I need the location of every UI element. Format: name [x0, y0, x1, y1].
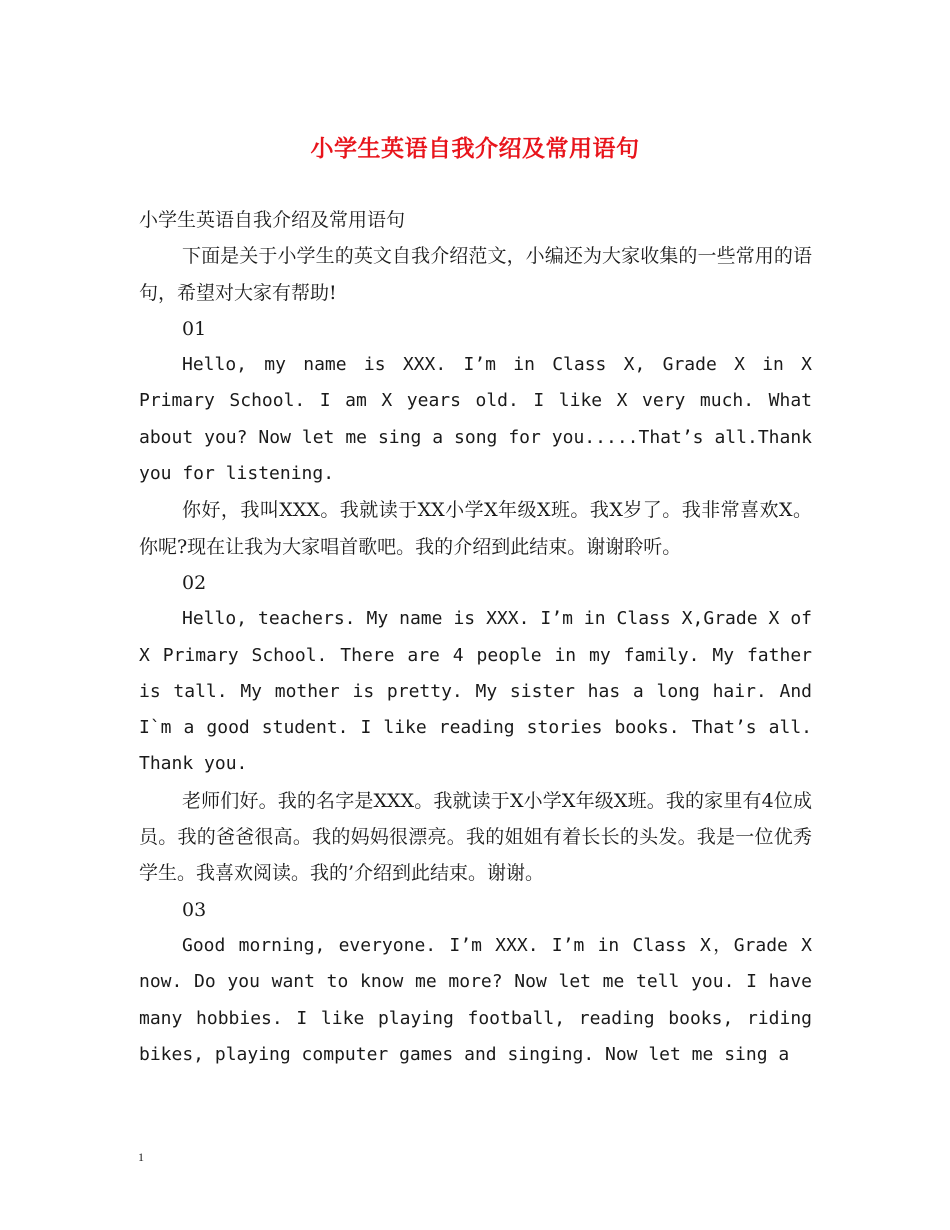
section-01-chinese: 你好，我叫XXX。我就读于XX小学X年级X班。我X岁了。我非常喜欢X。你呢?现在让我为大家唱首歌吧。我的介绍到此结束。谢谢聆听。	[139, 499, 812, 558]
section-number-01: 01	[182, 317, 207, 340]
section-01-english: Hello, my name is XXX. I’m in Class X, Grade X in X Primary School. I am X years old. I like X very much. What about you? Now let me sing a song for you.....That’s all.Thank you for listening.	[139, 354, 812, 485]
section-03-english: Good morning, everyone. I’m XXX. I’m in Class X，Grade X now. Do you want to know me more? Now let me tell you. I have many hobbies. I like playing football, reading books, riding bikes, playing computer games and singing. Now let me sing a	[139, 934, 812, 1065]
document-title: 小学生英语自我介绍及常用语句	[310, 135, 640, 162]
page-number: 1	[138, 1150, 144, 1164]
intro-paragraph: 下面是关于小学生的英文自我介绍范文，小编还为大家收集的一些常用的语句，希望对大家有帮助!	[139, 245, 812, 304]
section-02-chinese: 老师们好。我的名字是XXX。我就读于X小学X年级X班。我的家里有4位成员。我的爸爸很高。我的妈妈很漂亮。我的姐姐有着长长的头发。我是一位优秀学生。我喜欢阅读。我的’介绍到此结束。谢谢。	[139, 789, 812, 885]
section-number-02: 02	[182, 571, 207, 594]
section-number-03: 03	[182, 898, 207, 921]
body-heading: 小学生英语自我介绍及常用语句	[139, 209, 406, 231]
section-02-english: Hello, teachers. My name is XXX. I’m in Class X,Grade X of X Primary School. There are 4 people in my family. My father is tall. My mother is pretty. My sister has a long hair. And I`m a good student. I like reading stories books. That’s all. Thank you.	[139, 608, 812, 775]
document-body	[139, 202, 812, 1073]
